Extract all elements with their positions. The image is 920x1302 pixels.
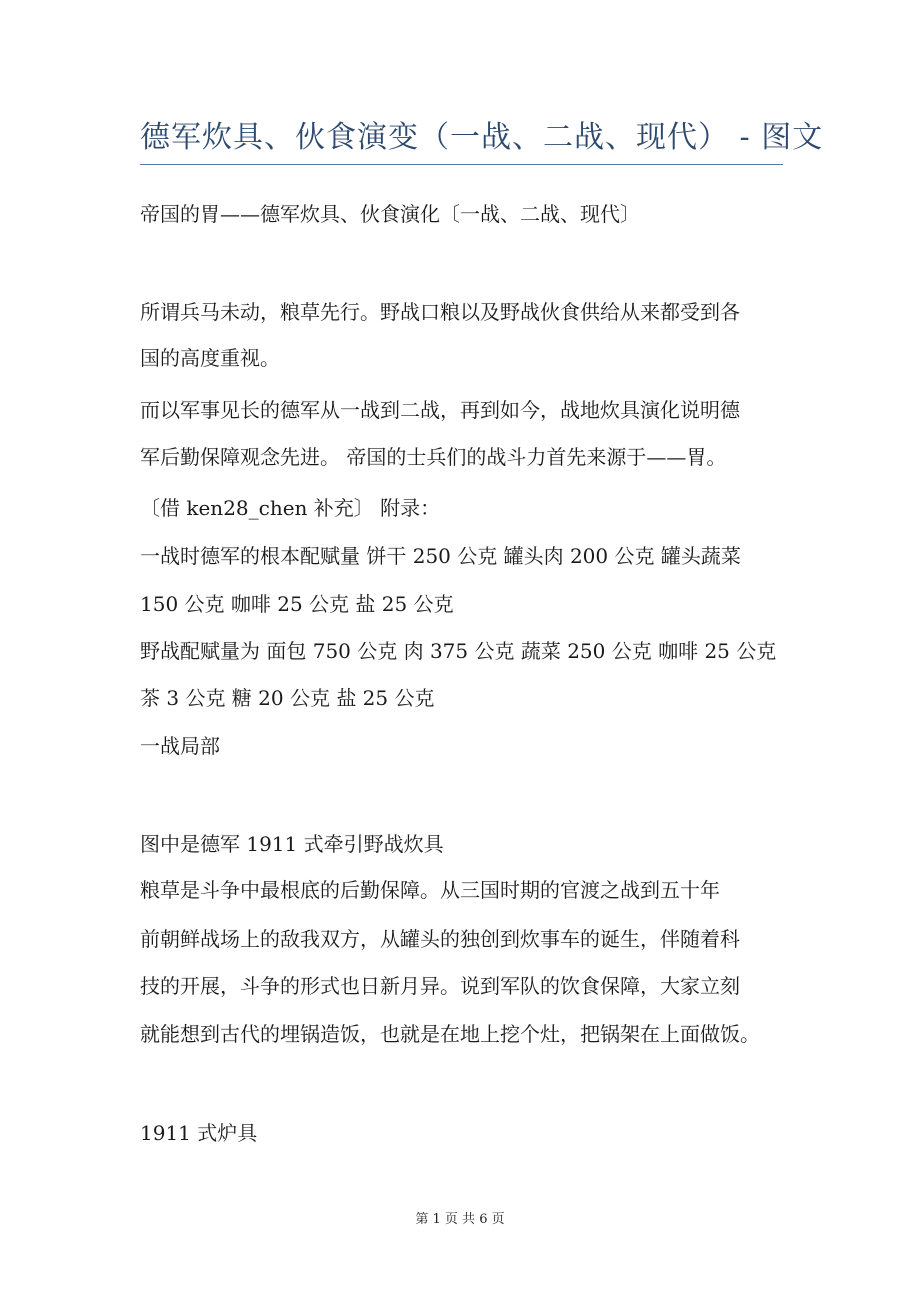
- page-footer: [0, 1208, 920, 1227]
- figure-caption: 1911 式炉具: [140, 1121, 258, 1145]
- text-line: 就能想到古代的埋锅造饭，也就是在地上挖个灶，把锅架在上面做饭。: [140, 1022, 760, 1046]
- document-title: 德军炊具、伙食演变（一战、二战、现代） - 图文: [140, 120, 824, 155]
- page-number: 第 1 页 共 6 页: [415, 1212, 505, 1227]
- text-line: 150 公克 咖啡 25 公克 盐 25 公克: [140, 592, 454, 616]
- figure-caption: 图中是德军 1911 式牵引野战炊具: [140, 832, 444, 856]
- text-line: 技的开展，斗争的形式也日新月异。说到军队的饮食保障，大家立刻: [140, 974, 740, 998]
- text-line: 野战配赋量为 面包 750 公克 肉 375 公克 蔬菜 250 公克 咖啡 25 公克: [140, 639, 777, 663]
- text-line: 而以军事见长的德军从一战到二战，再到如今，战地炊具演化说明德: [140, 398, 740, 422]
- text-line: 所谓兵马未动，粮草先行。野战口粮以及野战伙食供给从来都受到各: [140, 300, 740, 324]
- document-subtitle: 帝国的胃——德军炊具、伙食演化〔一战、二战、现代〕: [140, 202, 640, 226]
- text-line: 一战局部: [140, 734, 220, 758]
- text-line: 军后勤保障观念先进。 帝国的士兵们的战斗力首先来源于——胃。: [140, 445, 727, 469]
- text-line: 国的高度重视。: [140, 346, 280, 370]
- text-line: 一战时德军的根本配赋量 饼干 250 公克 罐头肉 200 公克 罐头蔬菜: [140, 544, 741, 568]
- text-line: 粮草是斗争中最根底的后勤保障。从三国时期的官渡之战到五十年: [140, 878, 720, 902]
- text-line: 茶 3 公克 糖 20 公克 盐 25 公克: [140, 686, 435, 710]
- text-line: 前朝鲜战场上的敌我双方，从罐头的独创到炊事车的诞生，伴随着科: [140, 927, 740, 951]
- text-line: 〔借 ken28_chen 补充〕 附录：: [140, 496, 441, 520]
- title-divider: [140, 164, 783, 165]
